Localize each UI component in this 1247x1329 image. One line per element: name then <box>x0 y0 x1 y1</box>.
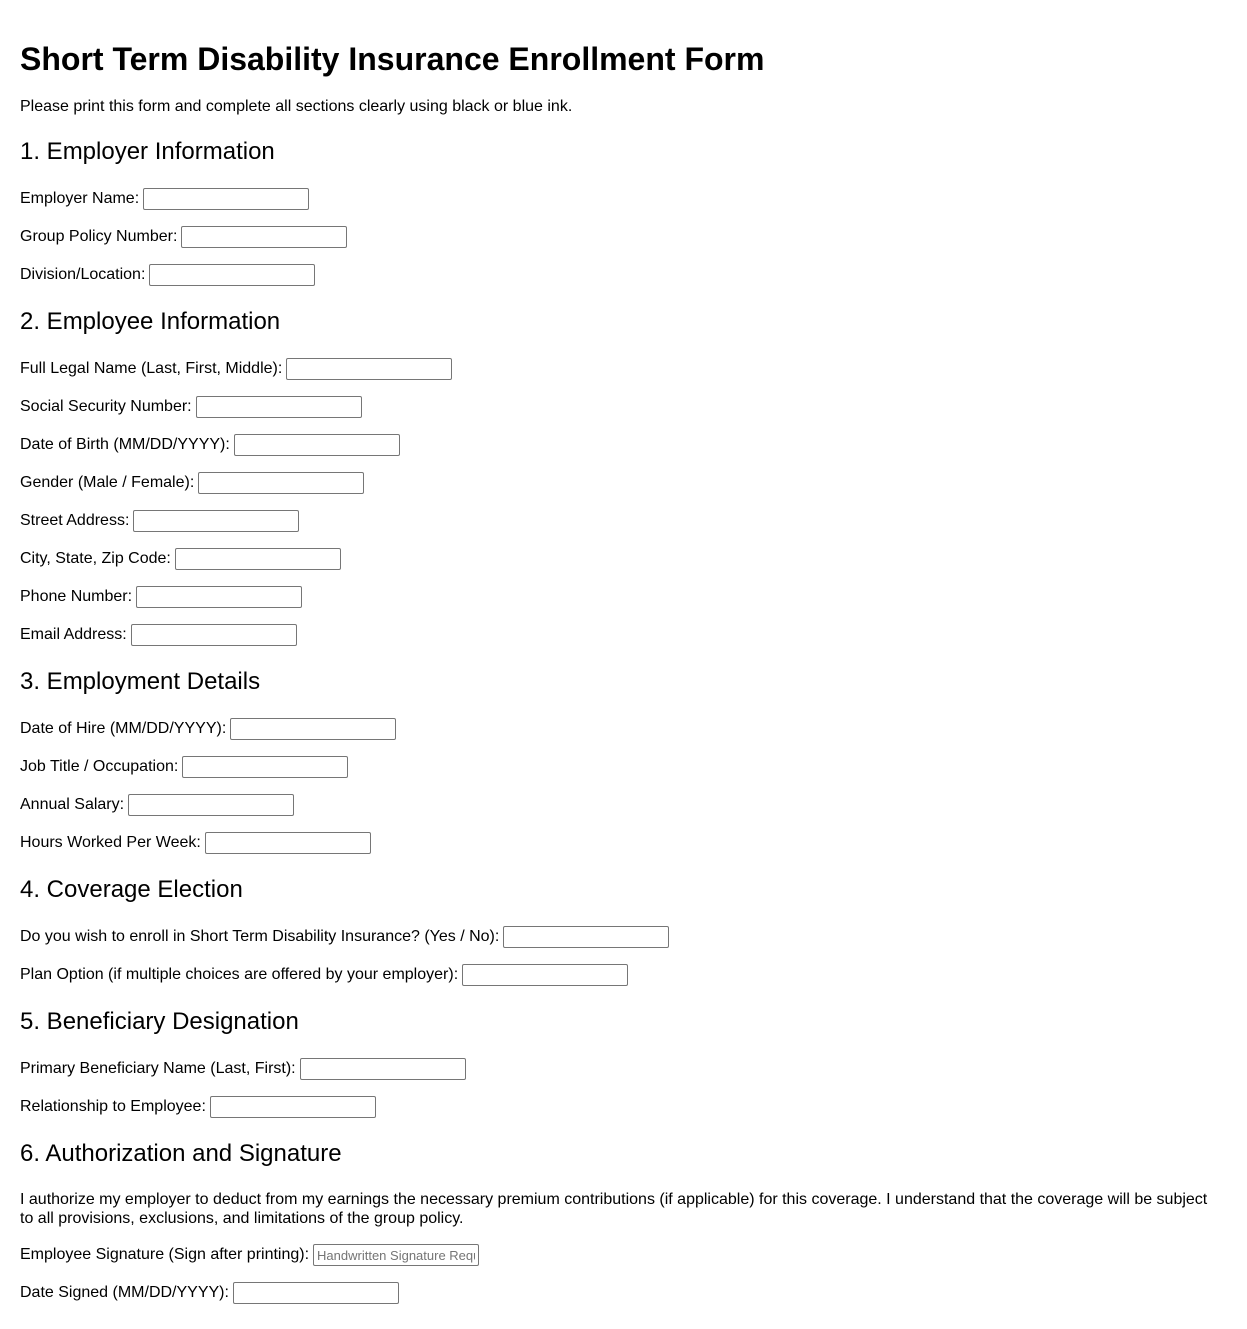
text-field[interactable] <box>210 1096 376 1118</box>
form-row <box>20 264 1227 286</box>
field-label: Plan Option (if multiple choices are offered by your employer): <box>20 966 459 983</box>
form-row <box>20 548 1227 570</box>
authorization-statement: I authorize my employer to deduct from my earnings the necessary premium contributions (if applicable) for this coverage. I understand that the coverage will be subject to all provisions, exclusions, and limitations of the group policy. <box>20 1191 1208 1227</box>
section-heading: 3. Employment Details <box>20 668 261 695</box>
date-signed-field[interactable] <box>233 1282 399 1304</box>
form-row <box>20 358 1227 380</box>
field-label: Social Security Number: <box>20 398 192 415</box>
field-label: Email Address: <box>20 626 127 643</box>
form-row-date-signed <box>20 1282 1227 1304</box>
signature-label: Employee Signature (Sign after printing): <box>20 1246 310 1263</box>
text-field[interactable] <box>300 1058 466 1080</box>
form-sections <box>20 138 1227 1118</box>
text-field[interactable] <box>196 396 362 418</box>
text-field[interactable] <box>234 434 400 456</box>
form-title: Short Term Disability Insurance Enrollment Form <box>20 41 765 77</box>
field-label: City, State, Zip Code: <box>20 550 171 567</box>
form-row <box>20 718 1227 740</box>
form-row <box>20 624 1227 646</box>
form-row <box>20 1096 1227 1118</box>
field-label: Street Address: <box>20 512 130 529</box>
form-instructions: Please print this form and complete all sections clearly using black or blue ink. <box>20 98 573 115</box>
text-field[interactable] <box>462 964 628 986</box>
text-field[interactable] <box>136 586 302 608</box>
field-label: Employer Name: <box>20 190 140 207</box>
text-field[interactable] <box>131 624 297 646</box>
form-row <box>20 756 1227 778</box>
form-row <box>20 396 1227 418</box>
form-row <box>20 832 1227 854</box>
field-label: Job Title / Occupation: <box>20 758 179 775</box>
field-label: Group Policy Number: <box>20 228 178 245</box>
text-field[interactable] <box>198 472 364 494</box>
section-heading: 1. Employer Information <box>20 138 275 165</box>
field-label: Full Legal Name (Last, First, Middle): <box>20 360 283 377</box>
section-fields <box>20 926 1227 986</box>
form-row <box>20 188 1227 210</box>
section-3 <box>20 668 1227 854</box>
section-1 <box>20 138 1227 286</box>
form-row <box>20 472 1227 494</box>
text-field[interactable] <box>181 226 347 248</box>
date-signed-label: Date Signed (MM/DD/YYYY): <box>20 1284 229 1301</box>
section-fields <box>20 718 1227 854</box>
section-authorization <box>20 1140 1227 1304</box>
form-row <box>20 586 1227 608</box>
field-label: Gender (Male / Female): <box>20 474 195 491</box>
field-label: Do you wish to enroll in Short Term Disability Insurance? (Yes / No): <box>20 928 500 945</box>
text-field[interactable] <box>503 926 669 948</box>
form-row <box>20 964 1227 986</box>
field-label: Division/Location: <box>20 266 146 283</box>
text-field[interactable] <box>205 832 371 854</box>
form-row <box>20 794 1227 816</box>
authorization-fields <box>20 1244 1227 1304</box>
section-2 <box>20 308 1227 646</box>
field-label: Date of Birth (MM/DD/YYYY): <box>20 436 230 453</box>
section-4 <box>20 876 1227 986</box>
section-heading: 2. Employee Information <box>20 308 281 335</box>
section-heading: 5. Beneficiary Designation <box>20 1008 299 1035</box>
text-field[interactable] <box>286 358 452 380</box>
text-field[interactable] <box>182 756 348 778</box>
text-field[interactable] <box>143 188 309 210</box>
section-5 <box>20 1008 1227 1118</box>
signature-field[interactable] <box>313 1244 479 1266</box>
field-label: Phone Number: <box>20 588 133 605</box>
form-row <box>20 926 1227 948</box>
text-field[interactable] <box>133 510 299 532</box>
section-heading-authorization: 6. Authorization and Signature <box>20 1140 342 1167</box>
section-fields <box>20 358 1227 646</box>
form-row <box>20 1058 1227 1080</box>
text-field[interactable] <box>128 794 294 816</box>
form-row <box>20 510 1227 532</box>
text-field[interactable] <box>175 548 341 570</box>
field-label: Relationship to Employee: <box>20 1098 206 1115</box>
field-label: Hours Worked Per Week: <box>20 834 201 851</box>
text-field[interactable] <box>149 264 315 286</box>
form-row-signature <box>20 1244 1227 1266</box>
field-label: Primary Beneficiary Name (Last, First): <box>20 1060 296 1077</box>
field-label: Annual Salary: <box>20 796 125 813</box>
text-field[interactable] <box>230 718 396 740</box>
section-fields <box>20 1058 1227 1118</box>
form-row <box>20 226 1227 248</box>
section-fields <box>20 188 1227 286</box>
form-row <box>20 434 1227 456</box>
field-label: Date of Hire (MM/DD/YYYY): <box>20 720 227 737</box>
section-heading: 4. Coverage Election <box>20 876 243 903</box>
